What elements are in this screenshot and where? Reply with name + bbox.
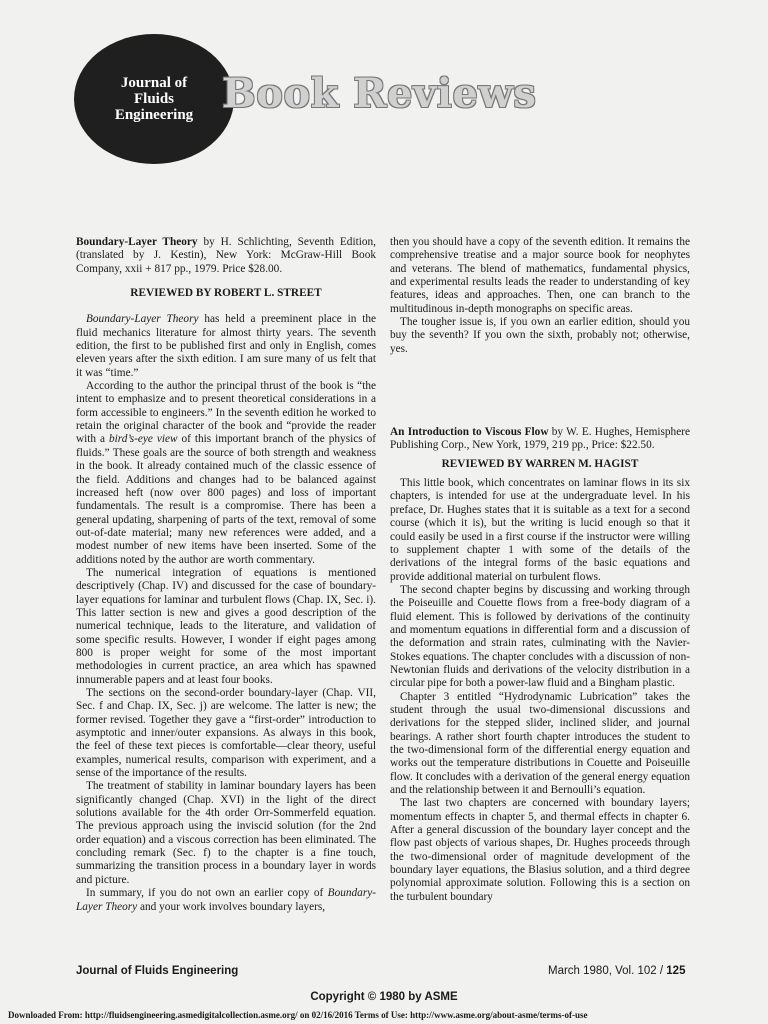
footer-journal-name: Journal of Fluids Engineering [76,965,239,977]
review2-book-reference [390,426,690,453]
review1-paragraph-text: and your work involves boundary layers, [137,900,326,913]
footer-issue-date: March 1980, Vol. 102 / [548,965,667,977]
review1-paragraph-text: According to the author the principal thrust of the book is “the intent to emphasize and to present theoretical considerations in a form accessible to engineers.” In the seventh edition he worked to retain the original character of the book and “provide the reader with a [76,380,376,446]
review1-paragraph-text: In summary, if you do not own an earlier copy of [86,887,328,900]
review2-paragraph: This little book, which concentrates on laminar flows in its six chapters, is intended for use at the undergraduate level. In his preface, Dr. Hughes states that it is suitable as a text for a second course (which it is), but the writing is lucid enough so that it could easily be used in a first course if the instructor were willing to supplement chapter 1 with some of the details of the derivations of the integral forms of the basic equations and provide additional material on turbulent flows. [390,477,690,583]
review1-paragraph [76,380,376,567]
logo-line-3: Engineering [114,107,194,123]
column-spacer [390,356,690,426]
journal-logo [74,34,234,164]
copyright-notice: Copyright © 1980 by ASME [310,991,458,1003]
review1-reviewer: REVIEWED BY ROBERT L. STREET [130,287,322,300]
download-note: Downloaded From: http://fluidsengineering.asmedigitalcollection.asme.org/ on 02/16/2016 Terms of Use: http://www.asme.org/about-asme/terms-of-use [8,1010,588,1020]
left-column [76,236,376,914]
logo-line-2: Fluids [133,91,175,107]
review1-paragraph: The sections on the second-order boundary-layer (Chap. VII, Sec. f and Chap. IX, Sec. j) are welcome. The latter is new; the former revised. Together they gave a “first-order” introduction to asymptotic and inner/outer expansions. As always in this book, the feel of these text pieces is comfortable—clear theory, useful examples, numerical results, comparison with experiment, and a sense of the importance of the results. [76,687,376,780]
review1-paragraph: The treatment of stability in laminar boundary layers has been significantly changed (Chap. XVI) in the light of the direct solutions available for the 4th order Orr-Sommerfeld equation. The previous approach using the inviscid solution (for the 2nd order equation) and a viscous correction has been eliminated. The concluding remark (Sec. f) to the chapter is a fine touch, summarizing the transition process in a boundary layer in words and picture. [76,780,376,886]
review2-reviewer: REVIEWED BY WARREN M. HAGIST [441,457,639,470]
review2-paragraph: The last two chapters are concerned with boundary layers; momentum effects in chapter 5, and thermal effects in chapter 6. After a general discussion of the boundary layer concept and the flow past objects of various shapes, Dr. Hughes proceeds through the two-dimensional order of magnitude development of the boundary layer equations, the Blasius solution, and a third degree polynomial approximate solution. Following this is a section on the turbulent boundary [390,797,690,903]
review1-paragraph: The numerical integration of equations is mentioned descriptively (Chap. IV) and discussed for the case of boundary-layer equations for laminar and turbulent flows (Chap. IX, Sec. i). This latter section is new and gives a good description of the numerical technique, leads to the literature, and validation of some specific results. However, I wonder if eight pages among 800 is proper weight for some of the most important methodologies in current practice, an area which has spawned innumerable papers and at least four books. [76,566,376,686]
review1-paragraph-text: has held a preeminent place in the fluid mechanics literature for almost thirty years. The seventh edition, the first to be published first and only in English, comes eleven years after the sixth edition. I am sure many of us felt that it was “time.” [76,313,376,379]
review1-book-reference [76,236,376,276]
review1-italic-title: Boundary-Layer Theory [86,313,199,326]
right-column [390,236,690,904]
review1-book-title: Boundary-Layer Theory [76,236,198,248]
review2-paragraph: Chapter 3 entitled “Hydrodynamic Lubrication” takes the student through the usual two-dimensional discussions and derivations for the stepped slider, inclined slider, and journal bearings. A rather short fourth chapter introduces the student to the two-dimensional form of the differential energy equation and works out the temperature distributions in Couette and Poiseuille flow. It concludes with a derivation of the general energy equation and the relationship between it and Bernoulli’s equation. [390,690,690,797]
review2-book-title: An Introduction to Viscous Flow [390,426,549,439]
review1-italic-title: Boundary-Layer Theory [76,887,376,913]
review2-paragraph: The second chapter begins by discussing and working through the Poiseuille and Couette flows from a free-body diagram of a fluid element. This is followed by derivations of the continuity and momentum equations in differential form and a discussion of the deformation and strain rates, culminating with the Navier-Stokes equations. The chapter concludes with a discussion of non-Newtonian fluids and derivations of the velocity distribution in a circular pipe for both a power-law fluid and a Bingham plastic. [390,583,690,690]
review1-paragraph-text: of this important branch of the physics of fluids.” These goals are the source of both strength and weakness in the book. It already contained much of the classic essence of the field. Additions and changes had to be balanced against increased heft (now over 800 pages) and loss of important fundamentals. The result is a compromise. There has been a general updating, sharpening of parts of the text, removal of some out-of-date material; many new references were added, and a modest number of new items have been inserted. Some of the additions noted by the author are worth commentary. [76,433,376,566]
review1-italic-phrase: bird’s-eye view [108,433,178,446]
review1-paragraph: then you should have a copy of the seventh edition. It remains the comprehensive treatise and a major source book for neophytes and veterans. The blend of mathematics, fundamental physics, and experimental results leads the reader to understanding of key features, ideas and approaches. Then, one can branch to the multitudinous in-depth monographs on specific areas. [390,236,690,315]
logo-line-1: Journal of [120,75,188,91]
review2-book-info: by W. E. Hughes, Hemisphere Publishing Corp., New York, 1979, 219 pp., Price: $22.50. [390,426,690,452]
footer-page-number: 125 [666,965,686,977]
section-title: Book Reviews [222,70,537,117]
footer-issue-info [548,965,685,977]
review1-book-info: by H. Schlichting, Seventh Edition, (translated by J. Kestin), New York: McGraw-Hill Book Company, xxii + 817 pp., 1979. Price $28.00. [76,236,376,275]
review1-paragraph [76,887,376,914]
review1-paragraph [76,313,376,380]
review1-paragraph: The tougher issue is, if you own an earlier edition, should you buy the seventh? If you own the sixth, probably not; otherwise, yes. [390,316,690,355]
